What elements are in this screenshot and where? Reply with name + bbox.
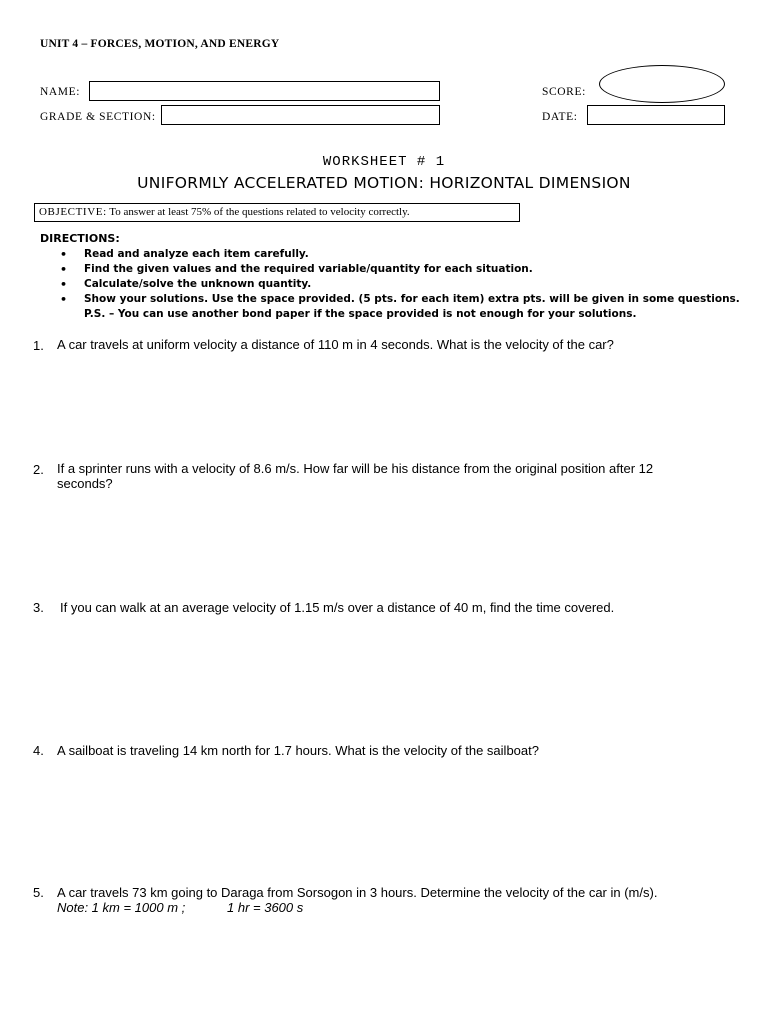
date-label: DATE: bbox=[542, 111, 578, 123]
question-note-hr: 1 hr = 3600 s bbox=[227, 900, 304, 915]
bullet-icon: • bbox=[60, 263, 68, 276]
bullet-icon: • bbox=[60, 293, 68, 306]
question-number: 4. bbox=[33, 743, 44, 758]
directions-heading: DIRECTIONS: bbox=[40, 232, 120, 245]
bullet-icon: • bbox=[60, 248, 68, 261]
question-text: A car travels 73 km going to Daraga from Sorsogon in 3 hours. Determine the velocity of the car in (m/s). bbox=[57, 885, 658, 900]
date-field[interactable] bbox=[587, 105, 725, 125]
objective-text: To answer at least 75% of the questions related to velocity correctly. bbox=[109, 206, 410, 218]
question-text: If you can walk at an average velocity of 1.15 m/s over a distance of 40 m, find the time covered. bbox=[60, 600, 615, 615]
question-text-line-1: If a sprinter runs with a velocity of 8.6 m/s. How far will be his distance from the original position after 12 bbox=[57, 461, 654, 476]
direction-item: • Show your solutions. Use the space provided. (5 pts. for each item) extra pts. will be given in some questions. bbox=[60, 293, 740, 306]
name-field[interactable] bbox=[89, 81, 440, 101]
direction-item: • Calculate/solve the unknown quantity. bbox=[60, 278, 312, 291]
direction-item: • Find the given values and the required variable/quantity for each situation. bbox=[60, 263, 533, 276]
grade-section-field[interactable] bbox=[161, 105, 440, 125]
unit-title: UNIT 4 – FORCES, MOTION, AND ENERGY bbox=[40, 38, 280, 50]
question-note-km: Note: 1 km = 1000 m ; bbox=[57, 900, 186, 915]
objective-label: OBJECTIVE: bbox=[39, 206, 107, 218]
question-text-line-2: seconds? bbox=[57, 476, 113, 491]
question-text: A car travels at uniform velocity a distance of 110 m in 4 seconds. What is the velocity of the car? bbox=[57, 337, 614, 352]
question-number: 1. bbox=[33, 338, 44, 353]
name-label: NAME: bbox=[40, 86, 81, 98]
worksheet-title: UNIFORMLY ACCELERATED MOTION: HORIZONTAL DIMENSION bbox=[137, 174, 631, 192]
question-number: 2. bbox=[33, 462, 44, 477]
score-label: SCORE: bbox=[542, 86, 586, 98]
direction-item: • Read and analyze each item carefully. bbox=[60, 248, 309, 261]
directions-ps: P.S. – You can use another bond paper if the space provided is not enough for your solutions. bbox=[84, 308, 637, 320]
directions-list bbox=[60, 247, 740, 322]
objective-box bbox=[34, 203, 520, 222]
worksheet-number: WORKSHEET # 1 bbox=[322, 154, 446, 170]
question-text: A sailboat is traveling 14 km north for 1.7 hours. What is the velocity of the sailboat? bbox=[57, 743, 539, 758]
question-number: 5. bbox=[33, 885, 44, 900]
score-oval-field[interactable] bbox=[599, 65, 725, 103]
bullet-icon: • bbox=[60, 278, 68, 291]
grade-section-label: GRADE & SECTION: bbox=[40, 111, 156, 123]
question-number: 3. bbox=[33, 600, 44, 615]
